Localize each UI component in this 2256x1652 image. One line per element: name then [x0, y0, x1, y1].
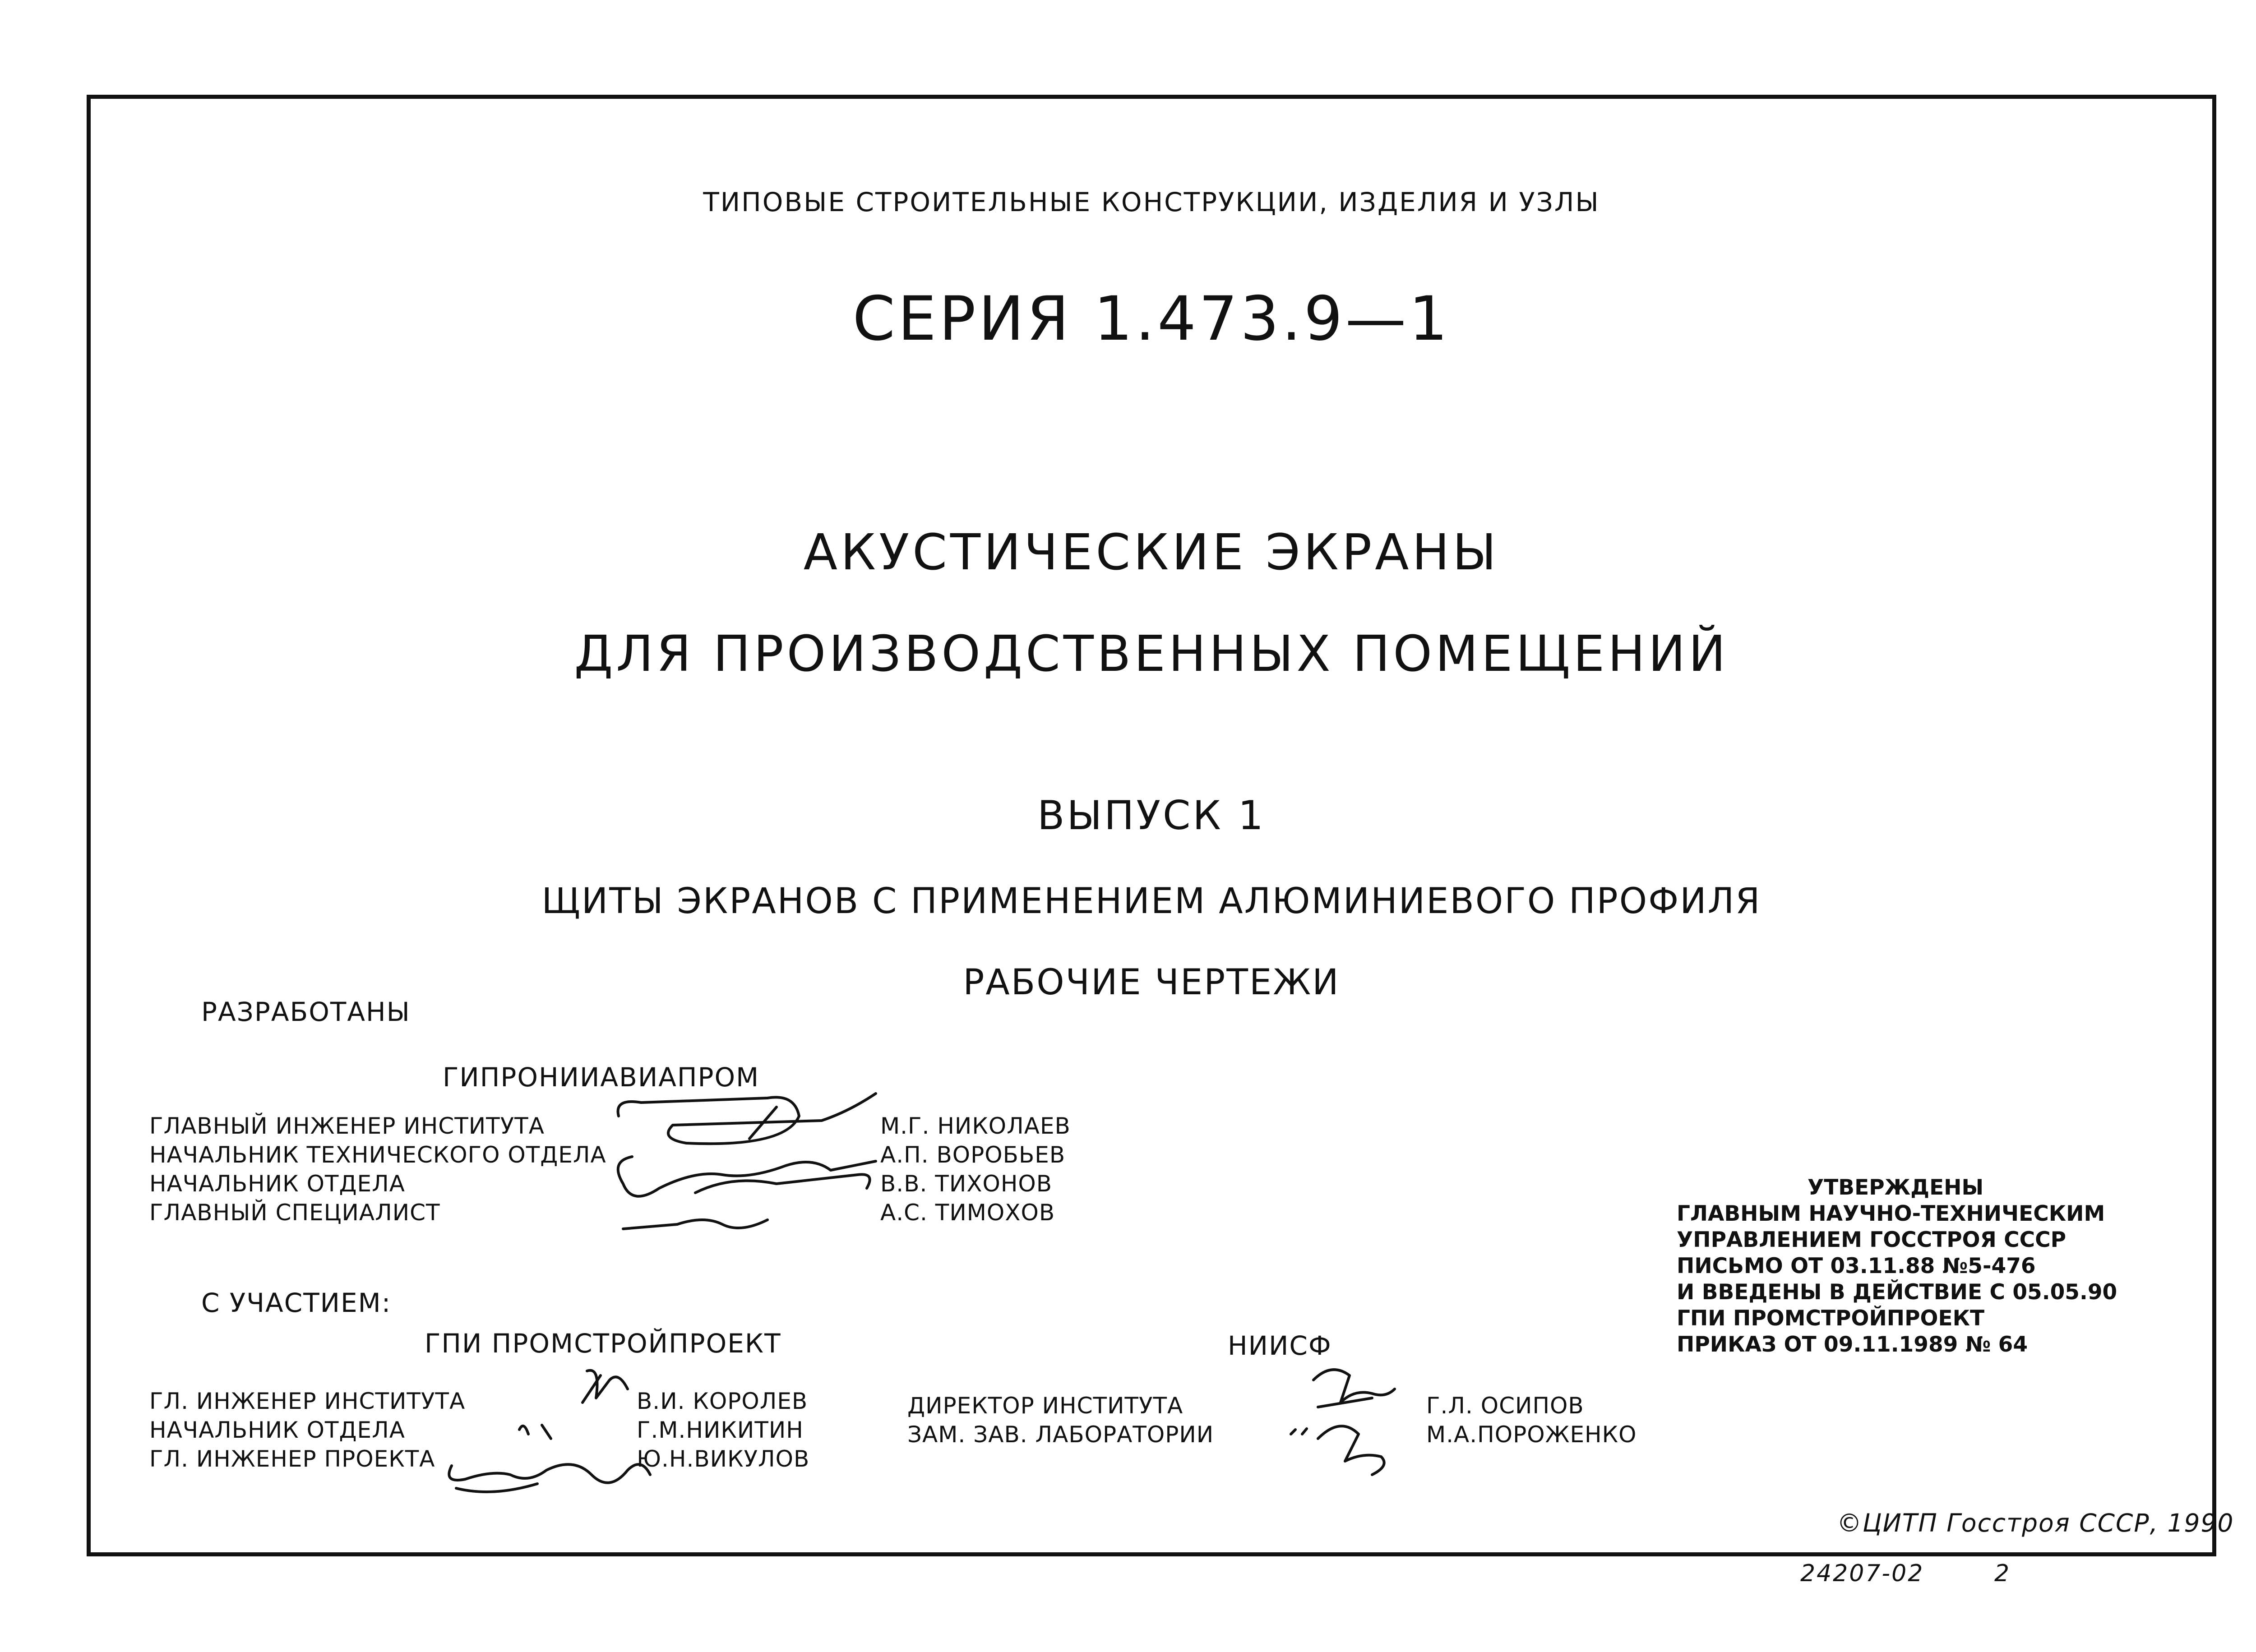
participant1-role: НАЧАЛЬНИК ОТДЕЛА — [149, 1417, 405, 1443]
participant1-name: Ю.Н.ВИКУЛОВ — [637, 1446, 810, 1472]
title-line-1: АКУСТИЧЕСКИЕ ЭКРАНЫ — [803, 523, 1500, 581]
participant1-role: ГЛ. ИНЖЕНЕР ИНСТИТУТА — [149, 1388, 466, 1414]
issue-subtitle: ЩИТЫ ЭКРАНОВ С ПРИМЕНЕНИЕМ АЛЮМИНИЕВОГО ПРОФИЛЯ — [541, 881, 1761, 922]
developer-name: А.С. ТИМОХОВ — [880, 1200, 1055, 1226]
approval-line: И ВВЕДЕНЫ В ДЕЙСТВИЕ С 05.05.90 — [1677, 1280, 2117, 1305]
approval-line: ПИСЬМО ОТ 03.11.88 №5-476 — [1677, 1254, 2036, 1278]
participant1-roles — [149, 1387, 465, 1473]
approval-block — [1677, 1175, 2117, 1358]
participant2-org: НИИСФ — [1228, 1330, 1332, 1361]
header-line: ТИПОВЫЕ СТРОИТЕЛЬНЫЕ КОНСТРУКЦИИ, ИЗДЕЛИЯ И УЗЛЫ — [703, 187, 1600, 217]
participant1-name: В.И. КОРОЛЕВ — [637, 1388, 808, 1414]
copyright-note: ©ЦИТП Госстроя СССР, 1990 — [1837, 1509, 2234, 1537]
approval-line: УПРАВЛЕНИЕМ ГОССТРОЯ СССР — [1677, 1227, 2066, 1252]
approval-line: ГПИ ПРОМСТРОЙПРОЕКТ — [1677, 1306, 1985, 1331]
participant2-name: М.А.ПОРОЖЕНКО — [1426, 1421, 1637, 1448]
approval-line: УТВЕРЖДЕНЫ — [1808, 1175, 1984, 1200]
developer-role: ГЛАВНЫЙ СПЕЦИАЛИСТ — [149, 1200, 440, 1226]
approval-line: ГЛАВНЫМ НАУЧНО-ТЕХНИЧЕСКИМ — [1677, 1201, 2105, 1226]
developed-label: РАЗРАБОТАНЫ — [201, 997, 411, 1027]
participant2-names — [1426, 1391, 1637, 1449]
participant1-name: Г.М.НИКИТИН — [637, 1417, 804, 1443]
participant2-role: ЗАМ. ЗАВ. ЛАБОРАТОРИИ — [907, 1421, 1214, 1448]
developer-role: НАЧАЛЬНИК ТЕХНИЧЕСКОГО ОТДЕЛА — [149, 1142, 606, 1168]
title-page-frame — [87, 95, 2234, 1556]
participation-label: С УЧАСТИЕМ: — [201, 1287, 392, 1318]
developer-role: НАЧАЛЬНИК ОТДЕЛА — [149, 1171, 405, 1197]
developer-org: ГИПРОНИИАВИАПРОМ — [443, 1062, 760, 1093]
document-type: РАБОЧИЕ ЧЕРТЕЖИ — [963, 962, 1340, 1003]
page-number: 2 — [1994, 1560, 2010, 1587]
participant2-signatures — [1282, 1362, 1417, 1479]
developer-name: В.В. ТИХОНОВ — [880, 1171, 1053, 1197]
issue-number: ВЫПУСК 1 — [1037, 792, 1266, 839]
participant1-names — [637, 1387, 809, 1473]
approval-line: ПРИКАЗ ОТ 09.11.1989 № 64 — [1677, 1332, 2028, 1357]
developer-signatures — [605, 1089, 921, 1251]
title-line-2: ДЛЯ ПРОИЗВОДСТВЕННЫХ ПОМЕЩЕНИЙ — [574, 625, 1729, 683]
participant2-name: Г.Л. ОСИПОВ — [1426, 1393, 1584, 1419]
participant2-roles — [907, 1391, 1214, 1449]
developer-name: М.Г. НИКОЛАЕВ — [880, 1113, 1071, 1139]
developer-roles — [149, 1112, 606, 1227]
developer-names — [880, 1112, 1071, 1227]
developer-role: ГЛАВНЫЙ ИНЖЕНЕР ИНСТИТУТА — [149, 1113, 545, 1139]
participant2-role: ДИРЕКТОР ИНСТИТУТА — [907, 1393, 1183, 1419]
participant1-org: ГПИ ПРОМСТРОЙПРОЕКТ — [425, 1328, 781, 1359]
developer-name: А.П. ВОРОБЬЕВ — [880, 1142, 1066, 1168]
participant1-role: ГЛ. ИНЖЕНЕР ПРОЕКТА — [149, 1446, 435, 1472]
series-number: СЕРИЯ 1.473.9—1 — [852, 283, 1451, 354]
document-code: 24207-02 — [1800, 1560, 1924, 1587]
